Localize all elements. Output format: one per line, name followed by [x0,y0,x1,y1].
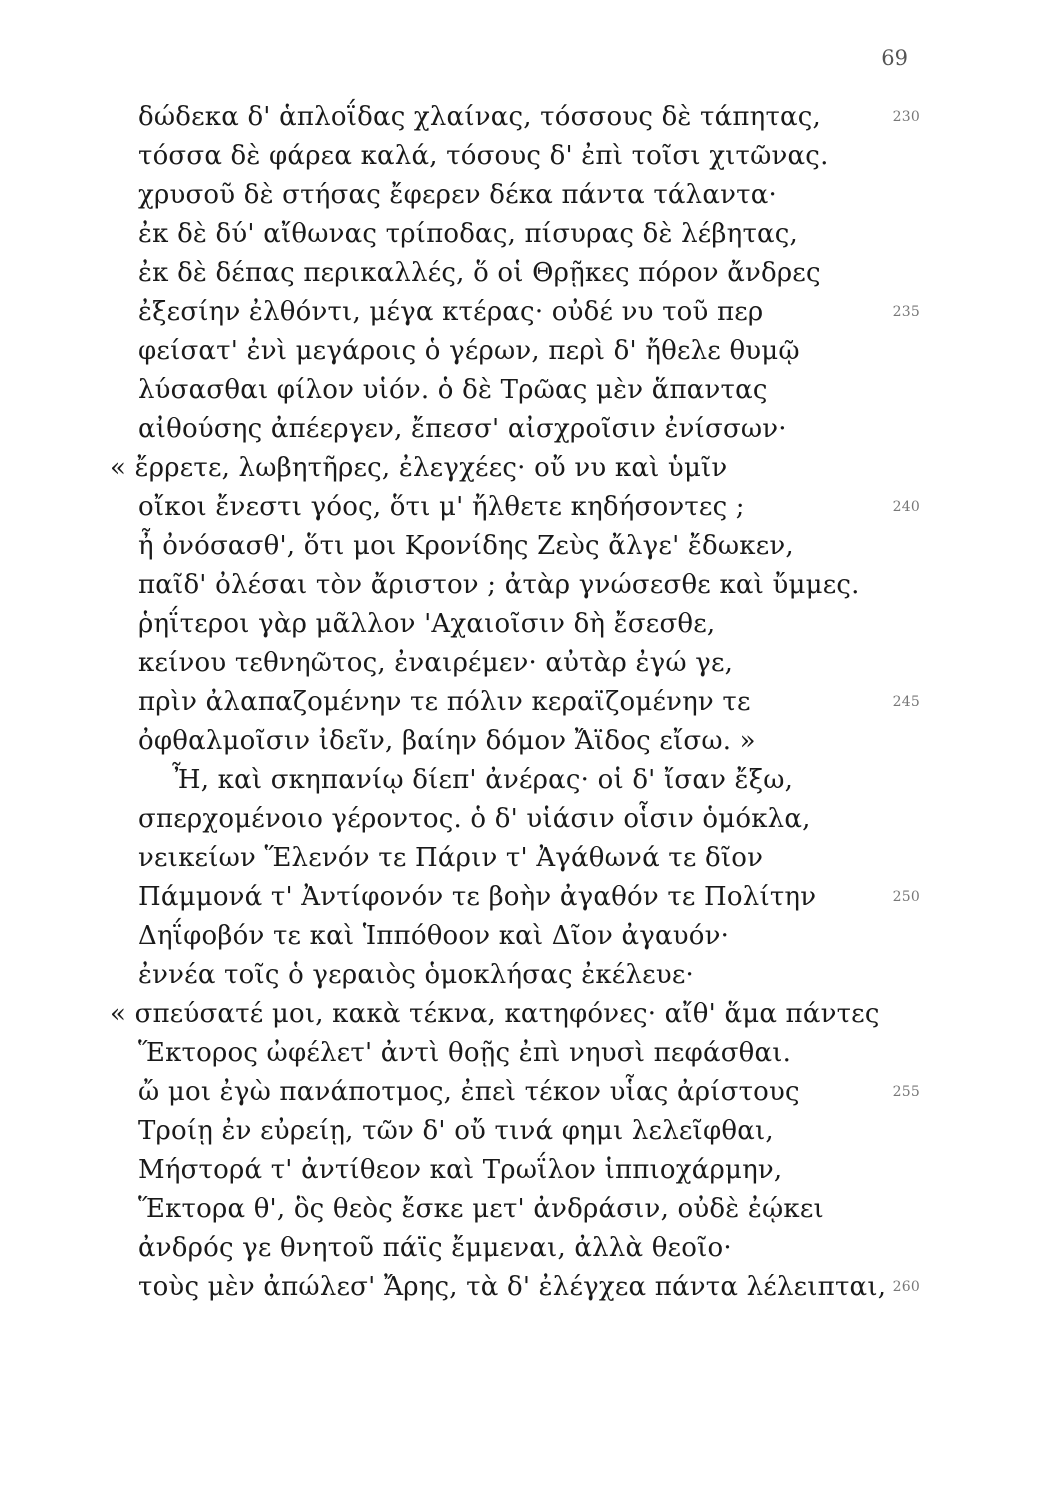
line-number: 230 [892,109,920,125]
verse-line-text: παῖδ' ὀλέσαι τὸν ἄριστον ; ἀτὰρ γνώσεσθε καὶ ὔμμες. [138,570,860,600]
verse-line [0,371,1045,410]
verse-line [0,1073,1045,1112]
line-number: 235 [892,304,920,320]
line-number: 260 [892,1279,920,1295]
verse-line-text: τοὺς μὲν ἀπώλεσ' Ἄρης, τὰ δ' ἐλέγχεα πάντα λέλειπται, [138,1272,887,1302]
verse-line [0,917,1045,956]
verse-line-text: δώδεκα δ' ἁπλοΐδας χλαίνας, τόσσους δὲ τάπητας, [138,102,822,132]
verse-line-text: « ἔρρετε, λωβητῆρες, ἐλεγχέες· οὔ νυ καὶ ὑμῖν [110,453,728,483]
verse-line-text: οἴκοι ἔνεστι γόος, ὅτι μ' ἤλθετε κηδήσοντες ; [138,492,745,522]
verse-line-text: Τροίῃ ἐν εὐρείῃ, τῶν δ' οὔ τινά φημι λελεῖφθαι, [138,1116,774,1146]
verse-line [0,722,1045,761]
verse-line [0,566,1045,605]
line-number: 250 [892,889,920,905]
verse-line-text: ῥηΐτεροι γὰρ μᾶλλον 'Αχαιοῖσιν δὴ ἔσεσθε, [138,609,716,639]
verse-line [0,449,1045,488]
verse-line-text: « σπεύσατέ μοι, κακὰ τέκνα, κατηφόνες· αἴθ' ἅμα πάντες [110,999,880,1029]
verse-line-text: τόσσα δὲ φάρεα καλά, τόσους δ' ἐπὶ τοῖσι χιτῶνας. [138,141,829,171]
page-number: 69 [881,46,908,70]
verse-line-text: ἐκ δὲ δέπας περικαλλές, ὅ οἱ Θρῇκες πόρον ἄνδρες [138,258,821,288]
verse-line-text: λύσασθαι φίλον υἱόν. ὁ δὲ Τρῶας μὲν ἅπαντας [138,375,768,405]
verse-line [0,839,1045,878]
verse-line [0,761,1045,800]
verse-line [0,605,1045,644]
verse-line [0,995,1045,1034]
verse-line [0,332,1045,371]
verse-line [0,137,1045,176]
verse-line [0,1268,1045,1307]
verse-line [0,527,1045,566]
verse-line [0,1112,1045,1151]
verse-line [0,254,1045,293]
verse-line [0,1229,1045,1268]
line-number: 245 [892,694,920,710]
verse-line [0,956,1045,995]
verse-line-text: χρυσοῦ δὲ στήσας ἔφερεν δέκα πάντα τάλαντα· [138,180,777,210]
verse-line-text: Πάμμονά τ' Ἀντίφονόν τε βοὴν ἀγαθόν τε Πολίτην [138,882,817,912]
verse-line-text: αἰθούσης ἀπέεργεν, ἔπεσσ' αἰσχροῖσιν ἐνίσσων· [138,414,787,444]
verse-line [0,176,1045,215]
verse-line [0,98,1045,137]
verse-line-text: νεικείων Ἕλενόν τε Πάριν τ' Ἀγάθωνά τε δῖον [138,843,764,873]
line-number: 240 [892,499,920,515]
verse-line-text: πρὶν ἀλαπαζομένην τε πόλιν κεραϊζομένην τε [138,687,751,717]
verse-line-text: ἀνδρός γε θνητοῦ πάϊς ἔμμεναι, ἀλλὰ θεοῖο· [138,1233,732,1263]
verse-line [0,683,1045,722]
verse-line-text: Ἕκτορα θ', ὃς θεὸς ἔσκε μετ' ἀνδράσιν, οὐδὲ ἐῴκει [138,1194,824,1224]
verse-line [0,1151,1045,1190]
verse-line-text: σπερχομένοιο γέροντος. ὁ δ' υἱάσιν οἷσιν ὁμόκλα, [138,804,811,834]
verse-line [0,488,1045,527]
verse-line-text: Δηΐφοβόν τε καὶ Ἱππόθοον καὶ Δῖον ἀγαυόν· [138,921,730,951]
verse-line [0,1190,1045,1229]
verse-line-text: Μήστορά τ' ἀντίθεον καὶ Τρωΐλον ἱππιοχάρμην, [138,1155,783,1185]
verse-line-text: ἐννέα τοῖς ὁ γεραιὸς ὁμοκλήσας ἐκέλευε· [138,960,694,990]
verse-line-text: ἦ ὀνόσασθ', ὅτι μοι Κρονίδης Ζεὺς ἄλγε' ἔδωκεν, [138,531,794,561]
verse-line [0,215,1045,254]
verse-line-text: Ἕκτορος ὠφέλετ' ἀντὶ θοῇς ἐπὶ νηυσὶ πεφάσθαι. [138,1038,792,1068]
verse-line-text: κείνου τεθνηῶτος, ἐναιρέμεν· αὐτὰρ ἐγώ γε, [138,648,734,678]
line-number: 255 [892,1084,920,1100]
verse-line [0,293,1045,332]
verse-line-text: Ἦ, καὶ σκηπανίῳ δίεπ' ἀνέρας· οἱ δ' ἴσαν ἔξω, [172,765,794,795]
verse-line-text: ὤ μοι ἐγὼ πανάποτμος, ἐπεὶ τέκον υἷας ἀρίστους [138,1077,800,1107]
verse-line [0,644,1045,683]
verse-line [0,1034,1045,1073]
verse-line-text: ἐκ δὲ δύ' αἴθωνας τρίποδας, πίσυρας δὲ λέβητας, [138,219,799,249]
verse-line-text: ὀφθαλμοῖσιν ἰδεῖν, βαίην δόμον Ἄϊδος εἴσω. » [138,726,756,756]
verse-line [0,410,1045,449]
verse-line-text: ἐξεσίην ἐλθόντι, μέγα κτέρας· οὐδέ νυ τοῦ περ [138,297,764,327]
verse-line [0,878,1045,917]
verse-line-text: φείσατ' ἐνὶ μεγάροις ὁ γέρων, περὶ δ' ἤθελε θυμῷ [138,336,800,366]
verse-text [0,98,1045,1307]
verse-line [0,800,1045,839]
